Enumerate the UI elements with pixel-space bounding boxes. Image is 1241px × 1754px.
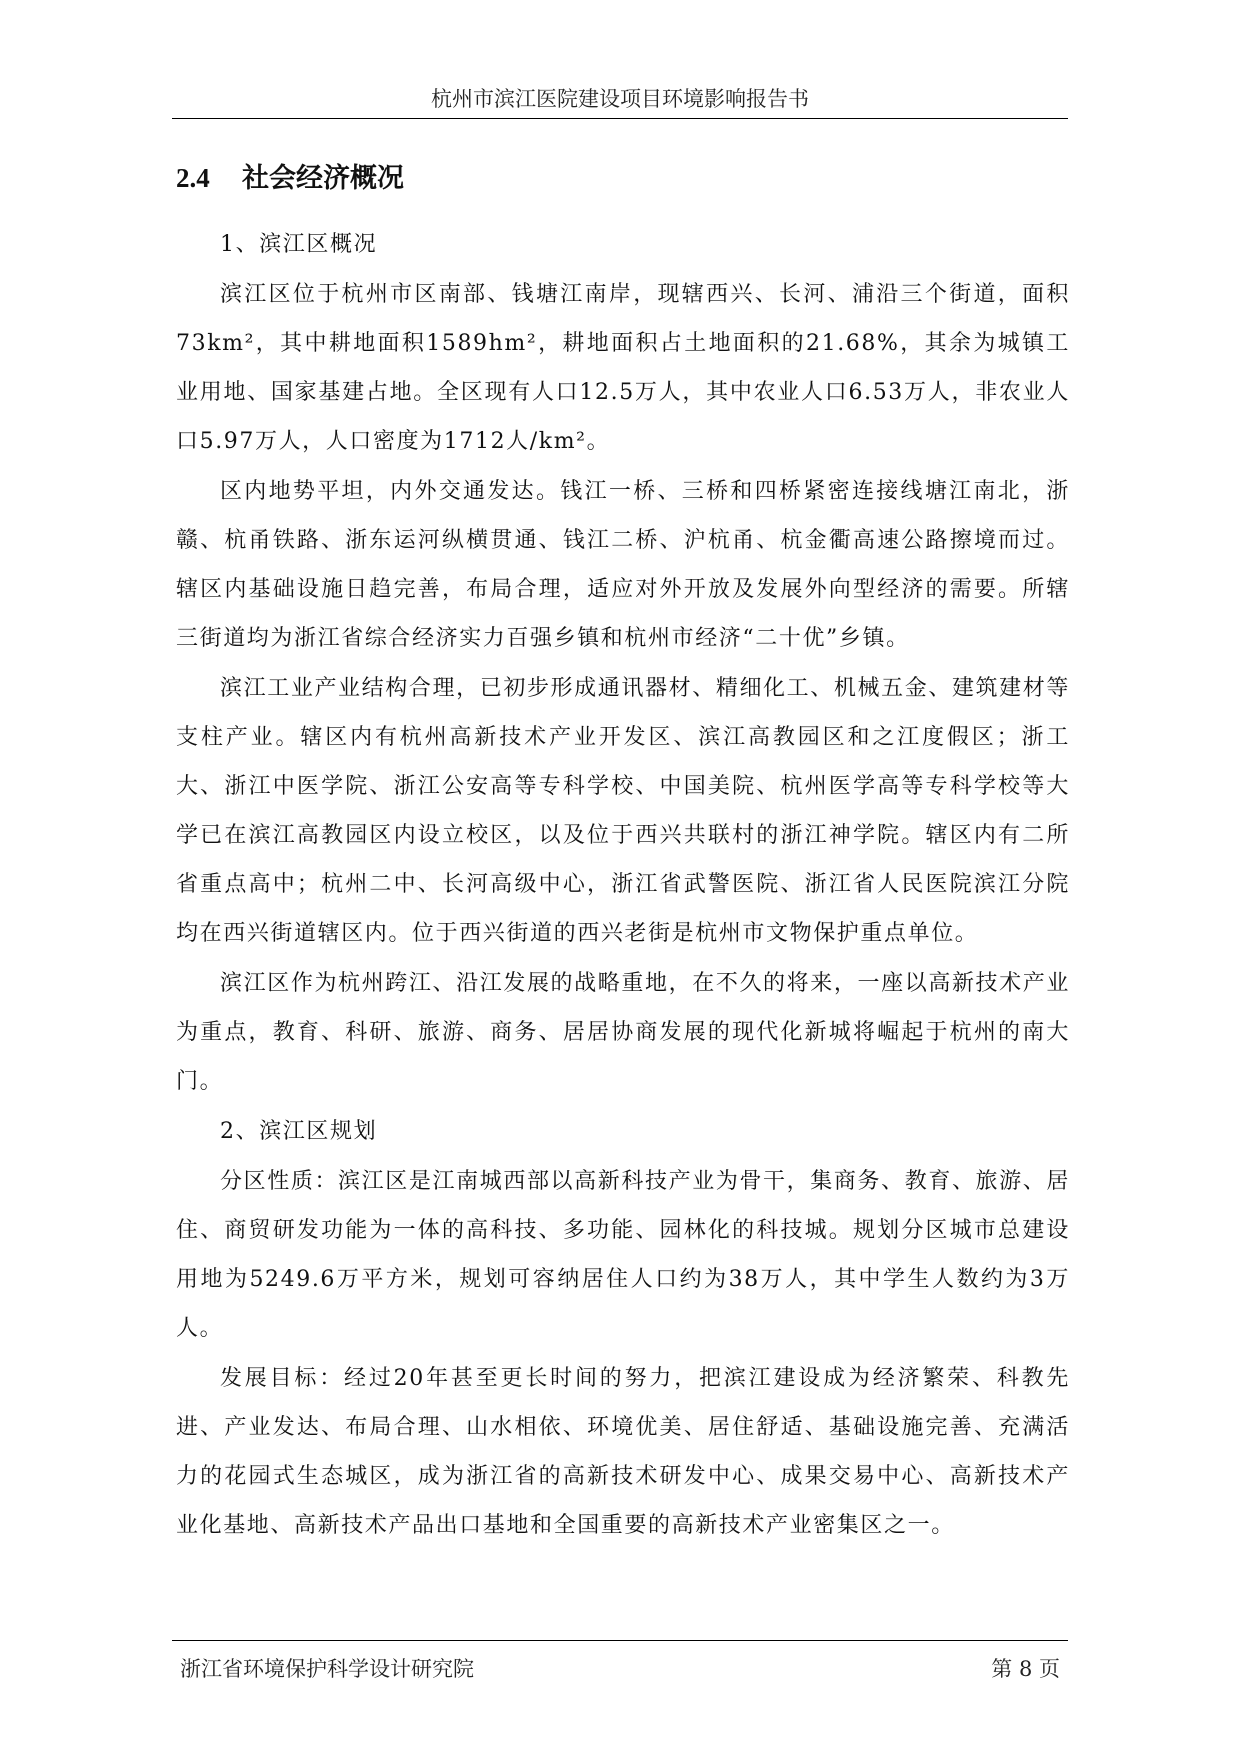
paragraph-industry: 滨江工业产业结构合理，已初步形成通讯器材、精细化工、机械五金、建筑建材等支柱产业。辖区内有杭州高新技术产业开发区、滨江高教园区和之江度假区；浙工大、浙江中医学院、浙江公安高等专科学校、中国美院、杭州医学高等专科学校等大学已在滨江高教园区内设立校区，以及位于西兴共联村的浙江神学院。辖区内有二所省重点高中；杭州二中、长河高级中心，浙江省武警医院、浙江省人民医院滨江分院均在西兴街道辖区内。位于西兴街道的西兴老街是杭州市文物保护重点单位。 — [176, 676, 1070, 946]
footer-page-number: 第 8 页 — [991, 1657, 1060, 1681]
footer-organization: 浙江省环境保护科学设计研究院 — [180, 1657, 474, 1681]
section-title: 社会经济概况 — [242, 163, 404, 194]
header-divider — [172, 118, 1068, 119]
page-footer — [180, 1654, 1060, 1684]
footer-divider — [172, 1640, 1068, 1641]
section-number: 2.4 — [176, 163, 210, 193]
section-heading — [176, 158, 404, 199]
paragraph-location: 滨江区位于杭州市区南部、钱塘江南岸，现辖西兴、长河、浦沿三个街道，面积73km²，其中耕地面积1589hm²，耕地面积占土地面积的21.68%，其余为城镇工业用地、国家基建占地。全区现有人口12.5万人，其中农业人口6.53万人，非农业人口5.97万人，人口密度为1712人/km²。 — [176, 282, 1070, 454]
body-text — [176, 220, 1070, 1551]
subsection-heading-overview: 1、滨江区概况 — [220, 232, 378, 257]
subsection-heading-planning: 2、滨江区规划 — [220, 1119, 378, 1144]
paragraph-outlook: 滨江区作为杭州跨江、沿江发展的战略重地，在不久的将来，一座以高新技术产业为重点，教育、科研、旅游、商务、居居协商发展的现代化新城将崛起于杭州的南大门。 — [176, 971, 1070, 1094]
paragraph-development-goal: 发展目标：经过20年甚至更长时间的努力，把滨江建设成为经济繁荣、科教先进、产业发达、布局合理、山水相依、环境优美、居住舒适、基础设施完善、充满活力的花园式生态城区，成为浙江省的高新技术研发中心、成果交易中心、高新技术产业化基地、高新技术产品出口基地和全国重要的高新技术产业密集区之一。 — [176, 1366, 1070, 1538]
paragraph-transport: 区内地势平坦，内外交通发达。钱江一桥、三桥和四桥紧密连接线塘江南北，浙赣、杭甬铁路、浙东运河纵横贯通、钱江二桥、沪杭甬、杭金衢高速公路擦境而过。辖区内基础设施日趋完善，布局合理，适应对外开放及发展外向型经济的需要。所辖三街道均为浙江省综合经济实力百强乡镇和杭州市经济“二十优”乡镇。 — [176, 479, 1070, 651]
page-header-title: 杭州市滨江医院建设项目环境影响报告书 — [431, 87, 809, 111]
paragraph-district-nature: 分区性质：滨江区是江南城西部以高新科技产业为骨干，集商务、教育、旅游、居住、商贸研发功能为一体的高科技、多功能、园林化的科技城。规划分区城市总建设用地为5249.6万平方米，规划可容纳居住人口约为38万人，其中学生人数约为3万人。 — [176, 1169, 1070, 1341]
